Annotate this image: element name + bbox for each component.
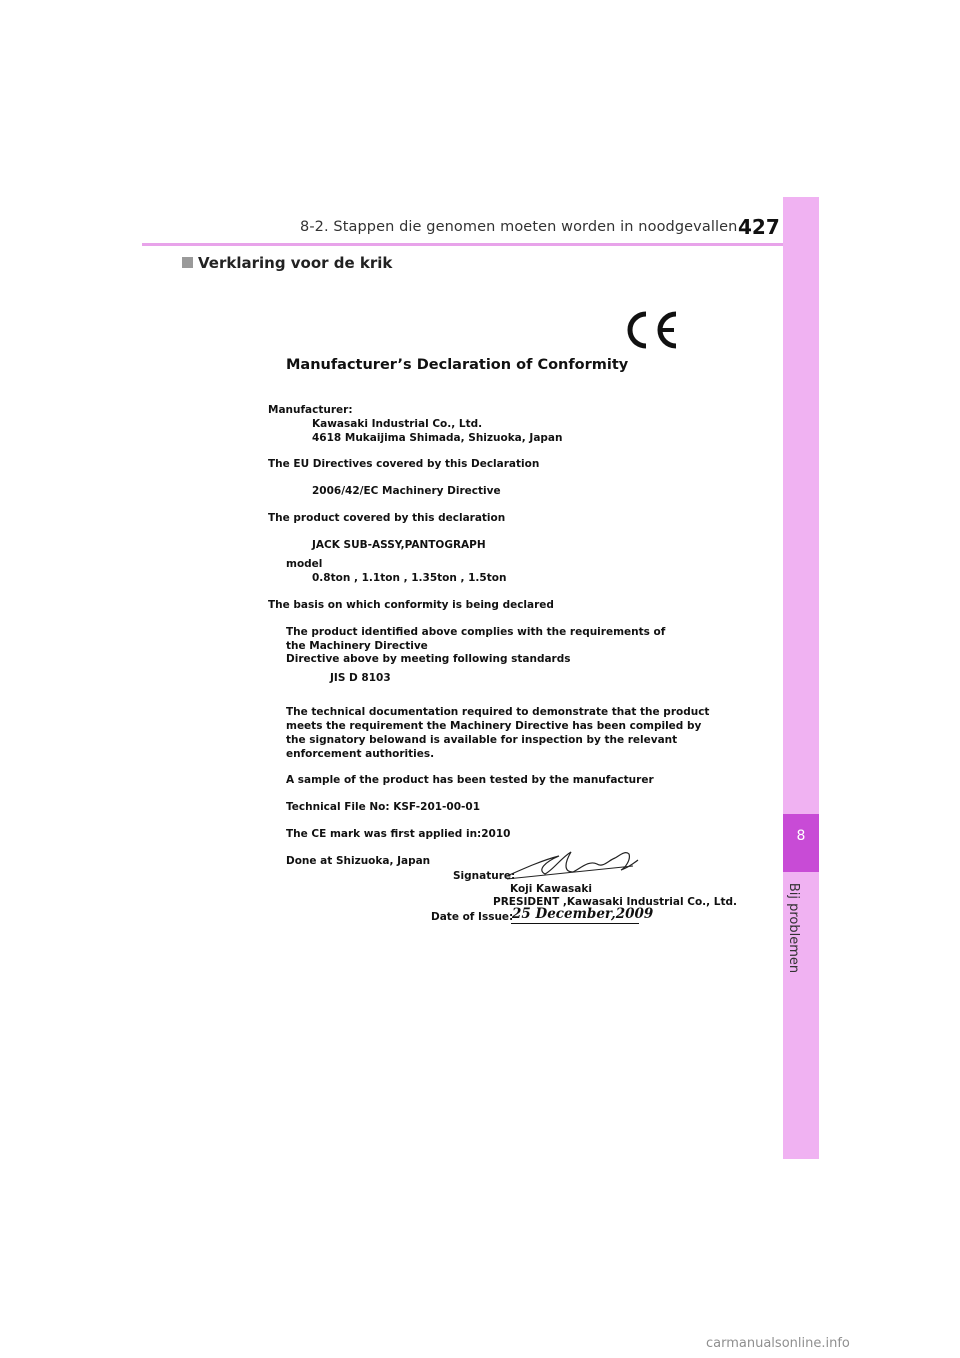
sample-line: A sample of the product has been tested by the manufacturer (286, 774, 654, 786)
signatory-name: Koji Kawasaki (510, 883, 592, 895)
declaration-title: Manufacturer’s Declaration of Conformity (286, 357, 629, 373)
issue-date-underline (511, 923, 639, 924)
signatory-title: PRESIDENT ,Kawasaki Industrial Co., Ltd. (493, 896, 738, 908)
ce-first-applied: The CE mark was first applied in:2010 (286, 828, 511, 840)
basis-line: Directive above by meeting following standards (286, 653, 571, 665)
done-at: Done at Shizuoka, Japan (286, 855, 431, 867)
manufacturer-address: 4618 Mukaijima Shimada, Shizuoka, Japan (312, 432, 563, 444)
technical-file: Technical File No: KSF-201-00-01 (286, 801, 480, 813)
header-rule (142, 243, 819, 246)
model-list: 0.8ton , 1.1ton , 1.35ton , 1.5ton (312, 572, 507, 584)
technical-line: enforcement authorities. (286, 748, 435, 760)
technical-line: meets the requirement the Machinery Directive has been compiled by (286, 720, 702, 732)
manufacturer-name: Kawasaki Industrial Co., Ltd. (312, 418, 483, 430)
ce-mark-icon (618, 310, 680, 350)
manufacturer-label: Manufacturer: (268, 404, 353, 416)
standard: JIS D 8103 (330, 672, 391, 684)
directives-label: The EU Directives covered by this Declaration (268, 458, 540, 470)
section-title-text: Verklaring voor de krik (198, 254, 393, 272)
running-header: 8-2. Stappen die genomen moeten worden in noodgevallen (300, 219, 738, 235)
technical-line: the signatory belowand is available for inspection by the relevant (286, 734, 678, 746)
square-bullet-icon (182, 257, 193, 268)
site-watermark: carmanualsonline.info (706, 1336, 850, 1351)
chapter-number: 8 (796, 828, 806, 844)
date-label: Date of Issue: (431, 911, 514, 923)
product-label: The product covered by this declaration (268, 512, 506, 524)
product-name: JACK SUB-ASSY,PANTOGRAPH (312, 539, 486, 551)
section-title (182, 254, 392, 272)
handwritten-signature (505, 846, 640, 884)
signature-label: Signature: (453, 870, 516, 882)
basis-line: The product identified above complies with the requirements of (286, 626, 666, 638)
chapter-side-tab (783, 197, 819, 1159)
directive: 2006/42/EC Machinery Directive (312, 485, 501, 497)
model-label: model (286, 558, 323, 570)
technical-line: The technical documentation required to demonstrate that the product (286, 706, 710, 718)
issue-date: 25 December,2009 (512, 906, 654, 922)
basis-line: the Machinery Directive (286, 640, 428, 652)
chapter-label: Bij problemen (786, 882, 801, 974)
page-number: 427 (738, 215, 780, 239)
basis-label: The basis on which conformity is being declared (268, 599, 554, 611)
